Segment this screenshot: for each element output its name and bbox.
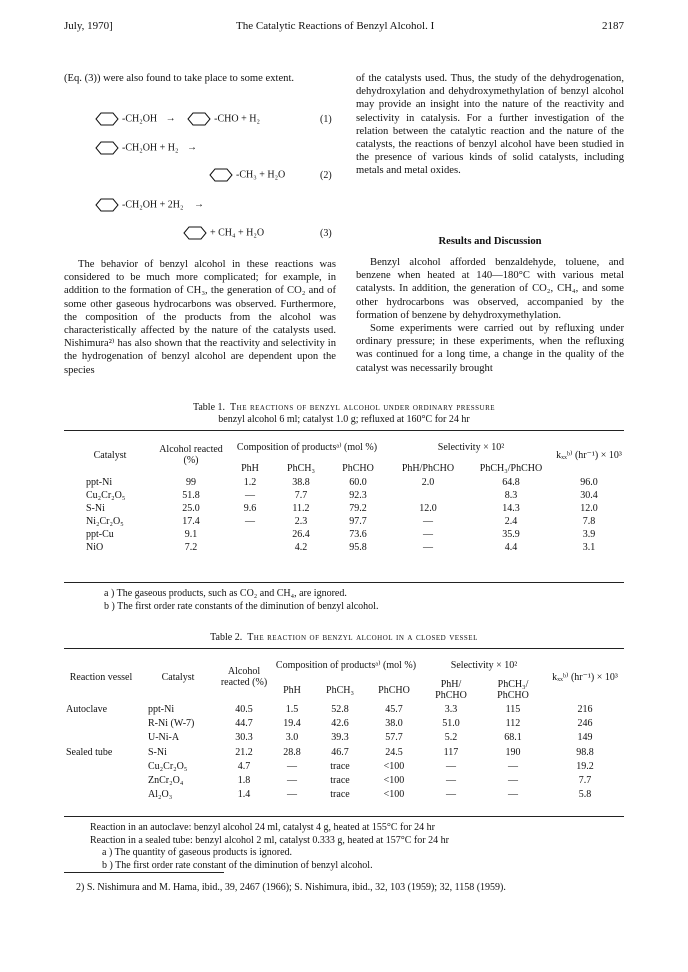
table-cell: Ni₂Cr₂O₅: [86, 516, 124, 527]
table-cell: [64, 788, 138, 802]
table-row: [64, 515, 624, 528]
table-cell: S-Ni: [148, 746, 167, 758]
equation-1: -CH₂OH → -CHO + H₂: [92, 112, 260, 126]
table-cell: —: [245, 516, 255, 527]
table-1-header-catalyst: Catalyst: [93, 449, 127, 461]
table-1-body: [64, 476, 624, 554]
table-2-note: Reaction in an autoclave: benzyl alcohol 24 ml, catalyst 4 g, heated at 155°C for 24 hr: [90, 822, 436, 833]
table-2-top-rule: [64, 648, 624, 649]
equation-3-number: (3): [320, 228, 332, 239]
table-1-header-rate: kₓₓᵇ⁾ (hr⁻¹) × 10³: [556, 449, 622, 461]
table-cell: R-Ni (W-7): [148, 717, 195, 729]
table-cell: 19.2: [576, 760, 594, 772]
table-cell: 39.3: [331, 732, 349, 744]
table-cell: 35.9: [502, 529, 520, 540]
table-row: [64, 476, 624, 489]
equation-1-number: (1): [320, 114, 332, 125]
table-cell: 7.8: [582, 516, 596, 527]
table-cell: 38.8: [292, 477, 310, 488]
table-cell: 17.4: [182, 516, 200, 527]
benzene-ring-icon: [92, 112, 122, 126]
table-cell: 8.3: [504, 490, 518, 501]
table-row: [64, 759, 624, 773]
table-cell: <100: [383, 789, 405, 801]
table-row: [64, 502, 624, 515]
table-1-notes: [104, 588, 378, 613]
table-cell: 1.2: [243, 477, 257, 488]
table-cell: 2.4: [504, 516, 518, 527]
table-cell: 98.8: [576, 746, 594, 758]
table-cell: —: [446, 775, 456, 787]
table-cell: 92.3: [349, 490, 367, 501]
table-2-subheader: PhH: [283, 684, 301, 696]
table-cell: —: [423, 529, 433, 540]
benzene-ring-icon: [184, 112, 214, 126]
table-1: [64, 434, 624, 554]
table-1-top-rule: [64, 430, 624, 431]
table-2-note: a ) The quantity of gaseous products is ignored.: [102, 847, 293, 858]
table-cell: —: [287, 760, 297, 772]
table-cell: 60.0: [349, 477, 367, 488]
table-cell: 79.2: [349, 503, 367, 514]
header-page-number: 2187: [602, 20, 624, 32]
benzene-ring-icon: [180, 226, 210, 240]
table-1-note: a ) The gaseous products, such as CO₂ and CH₄, are ignored.: [104, 588, 347, 599]
table-cell: 3.1: [582, 542, 596, 553]
table-cell: 115: [505, 703, 521, 715]
table-cell: —: [423, 516, 433, 527]
table-cell: 25.0: [182, 503, 200, 514]
table-2: [64, 652, 624, 802]
table-1-header-alcohol: Alcohol reacted (%): [159, 444, 223, 466]
table-cell: 11.2: [292, 503, 310, 514]
table-cell: —: [446, 789, 456, 801]
table-2-header-composition: Composition of productsᵃ⁾ (mol %): [275, 659, 417, 671]
table-2-note: b ) The first order rate constant of the diminution of benzyl alcohol.: [102, 859, 373, 871]
table-cell: 19.4: [283, 717, 301, 729]
table-2-body: [64, 702, 624, 802]
table-cell: 57.7: [385, 732, 403, 744]
table-cell: U-Ni-A: [148, 732, 180, 744]
table-cell: 5.2: [444, 732, 458, 744]
table-2-header-catalyst: Catalyst: [161, 671, 195, 683]
equation-3-left: -CH₂OH + 2H₂ →: [92, 198, 204, 212]
table-cell: ppt-Cu: [86, 529, 114, 540]
table-1-header-selectivity: Selectivity × 10²: [437, 441, 505, 453]
table-cell: 14.3: [502, 503, 520, 514]
table-cell: 117: [443, 746, 459, 758]
table-cell: 24.5: [385, 746, 403, 758]
table-1-caption: Table 1. The reactions of benzyl alcohol under ordinary pressure benzyl alcohol 6 ml; catalyst 1.0 g; refluxed at 160°C for 24 hr: [64, 402, 624, 426]
table-cell: 2.3: [294, 516, 308, 527]
table-cell: 4.7: [237, 760, 251, 772]
table-cell: 190: [505, 746, 521, 758]
table-cell: 3.9: [582, 529, 596, 540]
equation-2-right: -CH₃ + H₂O: [206, 168, 285, 182]
table-cell: 9.1: [184, 529, 198, 540]
table-1-subheader: PhCHO: [342, 462, 374, 474]
table-2-subheader: PhCHO: [378, 684, 410, 696]
table-cell: 9.6: [243, 503, 257, 514]
header-title: The Catalytic Reactions of Benzyl Alcohol. I: [236, 20, 435, 32]
table-cell: 30.3: [235, 732, 253, 744]
table-cell: —: [508, 775, 518, 787]
table-cell: 38.0: [385, 717, 403, 729]
table-cell: 51.8: [182, 490, 200, 501]
table-cell: 52.8: [331, 703, 349, 715]
page-footnote: 2) S. Nishimura and M. Hama, ibid., 39, 2467 (1966); S. Nishimura, ibid., 32, 103 (1959); 32, 1158 (1959).: [76, 882, 506, 893]
table-cell: 96.0: [580, 477, 598, 488]
running-header: [64, 20, 624, 34]
table-cell: 64.8: [502, 477, 520, 488]
table-cell: [64, 716, 138, 730]
table-cell: 4.4: [504, 542, 518, 553]
table-cell: —: [446, 760, 456, 772]
table-row: [64, 702, 624, 716]
table-cell: trace: [330, 789, 350, 801]
table-cell: 42.6: [331, 717, 349, 729]
table-row: [64, 541, 624, 554]
table-2-caption: Table 2. The reaction of benzyl alcohol in a closed vessel: [210, 632, 478, 643]
left-paragraph: The behavior of benzyl alcohol in these reactions was considered to be much more complicated; for example, in addition to the formation of CH₃, the generation of CO₂ and of some other gaseous hydrocarbons was observed. Furthermore, the composition of the products from the alcohol was characteristically affected by the nature of the catalysts used. Nishimura²⁾ has also shown that the reactivity and selectivity in the hydrogenation of benzyl alcohol are dependent upon the species: [64, 259, 336, 376]
table-2-subheader: PhH/ PhCHO: [435, 679, 467, 701]
table-cell: 12.0: [580, 503, 598, 514]
table-cell: 97.7: [349, 516, 367, 527]
benzene-ring-icon: [206, 168, 236, 182]
table-cell: 26.4: [292, 529, 310, 540]
table-cell: —: [423, 542, 433, 553]
table-2-header-rate: kₓₓᵇ⁾ (hr⁻¹) × 10³: [552, 671, 618, 683]
table-cell: 216: [577, 703, 593, 715]
table-cell: Cu₂Cr₂O₅: [148, 760, 188, 772]
table-cell: 95.8: [349, 542, 367, 553]
table-cell: 1.5: [285, 703, 299, 715]
table-cell: trace: [330, 760, 350, 772]
equation-3-right: + CH₄ + H₂O: [180, 226, 264, 240]
table-2-bottom-rule: [64, 816, 624, 817]
footnote-divider: [64, 872, 224, 873]
table-row: [64, 745, 624, 759]
table-2-subheader: PhCH₃: [326, 684, 354, 696]
right-paragraph-1: of the catalysts used. Thus, the study of the dehydrogenation, dehydroxylation and dehydroxymethylation of benzyl alcohol may provide an insight into the nature of the reactivity and selectivity in catalysis. For a further investigation of the relation between the catalytic reaction and the nature of the catalysts, the reactions of benzyl alcohol have been studied in the presence of various kinds of solid catalysts, including metals and metal oxides.: [356, 73, 624, 177]
table-cell: 7.7: [578, 775, 592, 787]
table-cell: Autoclave: [66, 703, 108, 715]
table-1-subheader: PhH: [241, 462, 259, 474]
table-cell: Sealed tube: [66, 746, 113, 758]
table-cell: 5.8: [578, 789, 592, 801]
table-1-subheader: PhCH₃: [287, 462, 315, 474]
table-cell: trace: [330, 775, 350, 787]
table-cell: —: [287, 789, 297, 801]
table-cell: [388, 489, 468, 502]
table-1-subheader: PhCH₃/PhCHO: [479, 462, 543, 474]
table-cell: —: [245, 490, 255, 501]
table-row: [64, 788, 624, 802]
table-cell: 246: [577, 717, 593, 729]
table-row: [64, 731, 624, 745]
table-cell: S-Ni: [86, 503, 105, 514]
left-intro-text: (Eq. (3)) were also found to take place to some extent.: [64, 73, 295, 84]
table-2-note: Reaction in a sealed tube: benzyl alcohol 2 ml, catalyst 0.333 g, heated at 157°C for 24 hr: [90, 834, 449, 846]
table-cell: ZnCr₂O₄: [148, 775, 184, 787]
equation-2-left: -CH₂OH + H₂ →: [92, 141, 197, 155]
table-cell: <100: [383, 760, 405, 772]
table-cell: 44.7: [235, 717, 253, 729]
table-cell: [226, 528, 274, 541]
table-cell: 28.8: [283, 746, 301, 758]
table-cell: —: [287, 775, 297, 787]
table-cell: Al₂O₃: [148, 789, 173, 801]
table-row: [64, 773, 624, 787]
table-cell: 7.2: [184, 542, 198, 553]
benzene-ring-icon: [92, 198, 122, 212]
table-cell: 149: [577, 732, 593, 744]
table-cell: —: [508, 760, 518, 772]
table-1-subheader: PhH/PhCHO: [401, 462, 455, 474]
table-cell: 40.5: [235, 703, 253, 715]
table-cell: 7.7: [294, 490, 308, 501]
right-paragraph-3: Some experiments were carried out by refluxing under ordinary pressure; in these experiments, when the refluxing was continued for a long time, a change in the quality of the catalyst was necessarily brought: [356, 323, 624, 374]
table-cell: 68.1: [504, 732, 522, 744]
table-cell: ppt-Ni: [86, 477, 113, 488]
table-cell: [226, 541, 274, 554]
table-cell: ppt-Ni: [148, 703, 175, 715]
table-row: [64, 716, 624, 730]
table-cell: 1.8: [237, 775, 251, 787]
table-2-header-alcohol: Alcohol reacted (%): [220, 666, 268, 688]
table-1-note: b ) The first order rate constants of the diminution of benzyl alcohol.: [104, 600, 379, 612]
right-paragraph-2: Benzyl alcohol afforded benzaldehyde, toluene, and benzene when heated at 140—180°C with various metal catalysts. In addition, the generation of CO₂, CH₄, and some other hydrocarbons was observed, accompanied by the formation of benzene by dehydroxymethylation. Some experiments were carried out by refluxing under ordinary pressure; in these experiments, when the refluxing was continued for a long time, a change in the quality of the catalyst was necessarily brought: [356, 257, 624, 374]
table-cell: 3.0: [285, 732, 299, 744]
table-cell: 21.2: [235, 746, 253, 758]
table-cell: [64, 731, 138, 745]
header-date: July, 1970]: [64, 20, 113, 32]
table-cell: [64, 773, 138, 787]
table-cell: 99: [186, 477, 196, 488]
table-cell: 45.7: [385, 703, 403, 715]
table-1-conditions: benzyl alcohol 6 ml; catalyst 1.0 g; refluxed at 160°C for 24 hr: [218, 414, 470, 425]
benzene-ring-icon: [92, 141, 122, 155]
equation-2-number: (2): [320, 170, 332, 181]
table-cell: 3.3: [444, 703, 458, 715]
table-1-bottom-rule: [64, 582, 624, 583]
table-2-header-vessel: Reaction vessel: [69, 671, 133, 683]
table-2-header-selectivity: Selectivity × 10²: [450, 659, 518, 671]
table-cell: 46.7: [331, 746, 349, 758]
table-cell: 30.4: [580, 490, 598, 501]
table-cell: <100: [383, 775, 405, 787]
table-cell: 51.0: [442, 717, 460, 729]
table-1-header-composition: Composition of productsᵃ⁾ (mol %): [236, 441, 378, 453]
table-cell: [64, 759, 138, 773]
table-2-notes: [90, 822, 449, 872]
section-heading: Results and Discussion: [438, 236, 542, 247]
table-cell: 1.4: [237, 789, 251, 801]
table-cell: —: [508, 789, 518, 801]
table-cell: NiO: [86, 542, 104, 553]
table-cell: 73.6: [349, 529, 367, 540]
table-row: [64, 489, 624, 502]
table-2-subheader: PhCH₃/ PhCHO: [497, 679, 529, 701]
table-cell: 112: [505, 717, 521, 729]
table-cell: 2.0: [421, 477, 435, 488]
table-cell: 4.2: [294, 542, 308, 553]
table-cell: 12.0: [419, 503, 437, 514]
table-cell: Cu₂Cr₂O₅: [86, 490, 126, 501]
table-row: [64, 528, 624, 541]
